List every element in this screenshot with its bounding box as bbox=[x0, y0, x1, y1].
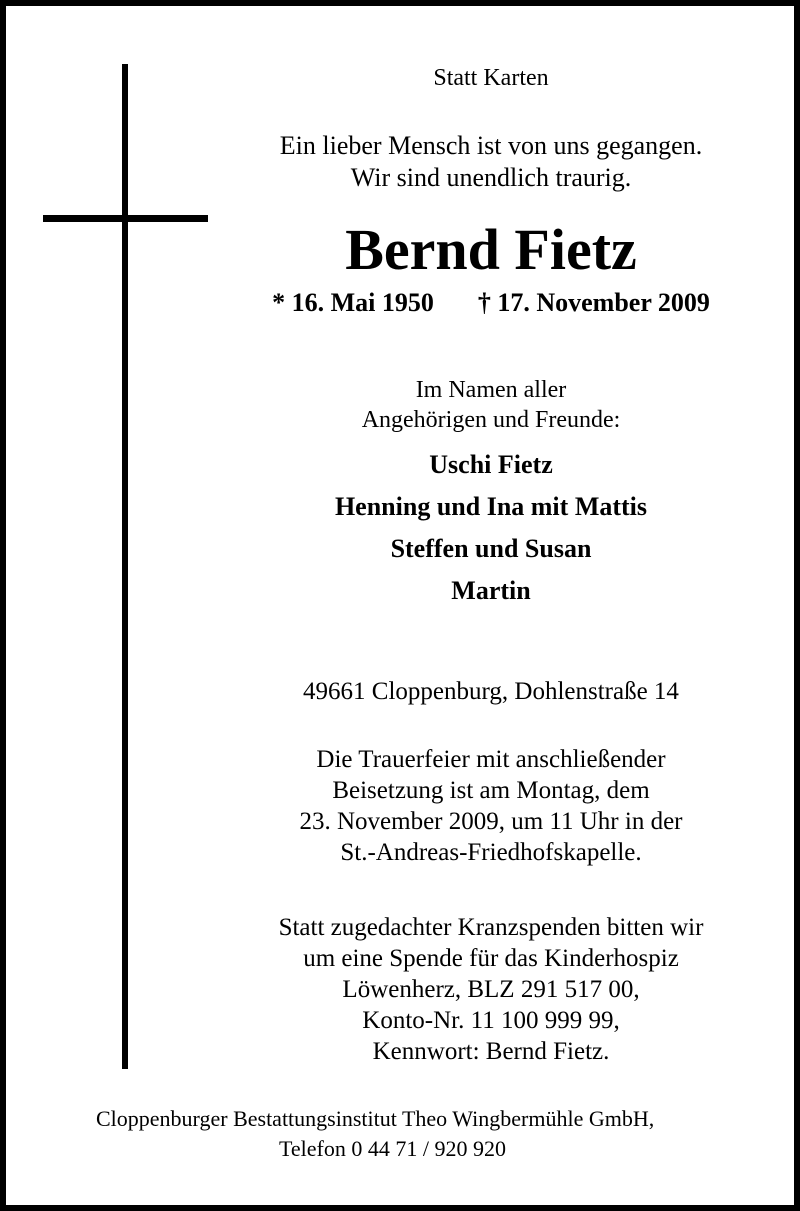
death-date: † 17. November 2009 bbox=[477, 288, 710, 317]
funeral-home-footer bbox=[6, 1104, 800, 1164]
ceremony-line: 23. November 2009, um 11 Uhr in der bbox=[299, 808, 683, 835]
header-text bbox=[256, 63, 726, 93]
ceremony-text bbox=[256, 744, 726, 868]
address-text bbox=[256, 676, 726, 707]
birth-date: * 16. Mai 1950 bbox=[272, 288, 434, 317]
mourners-list bbox=[256, 444, 726, 612]
funeral-home-phone: Telefon 0 44 71 / 920 920 bbox=[279, 1136, 506, 1161]
cross-horizontal-beam bbox=[43, 215, 208, 222]
donation-line: Kennwort: Bernd Fietz. bbox=[372, 1038, 610, 1065]
mourner-name: Henning und Ina mit Mattis bbox=[334, 492, 648, 521]
ceremony-line: Beisetzung ist am Montag, dem bbox=[332, 777, 650, 804]
on-behalf-line: Angehörigen und Freunde: bbox=[361, 407, 621, 433]
on-behalf-text bbox=[256, 375, 726, 435]
on-behalf-line: Im Namen aller bbox=[415, 377, 567, 403]
donation-line: Statt zugedachter Kranzspenden bitten wir bbox=[278, 914, 704, 941]
intro-line: Ein lieber Mensch ist von uns gegangen. bbox=[279, 131, 703, 160]
ceremony-line: Die Trauerfeier mit anschließender bbox=[316, 746, 666, 773]
donation-text bbox=[256, 912, 726, 1067]
donation-line: um eine Spende für das Kinderhospiz bbox=[303, 945, 679, 972]
mourner-name: Uschi Fietz bbox=[429, 450, 553, 479]
donation-line: Konto-Nr. 11 100 999 99, bbox=[362, 1007, 620, 1034]
deceased-name: Bernd Fietz bbox=[345, 217, 637, 282]
address-line: 49661 Cloppenburg, Dohlenstraße 14 bbox=[303, 678, 679, 705]
life-dates bbox=[256, 287, 726, 319]
funeral-home-name: Cloppenburger Bestattungsinstitut Theo Wingbermühle GmbH, bbox=[96, 1106, 655, 1131]
intro-text bbox=[256, 130, 726, 194]
mourner-name: Steffen und Susan bbox=[390, 534, 592, 563]
donation-line: Löwenherz, BLZ 291 517 00, bbox=[342, 976, 640, 1003]
intro-line: Wir sind unendlich traurig. bbox=[350, 163, 632, 192]
ceremony-line: St.-Andreas-Friedhofskapelle. bbox=[340, 839, 642, 866]
mourner-name: Martin bbox=[451, 576, 531, 605]
statt-karten-label: Statt Karten bbox=[433, 65, 549, 91]
